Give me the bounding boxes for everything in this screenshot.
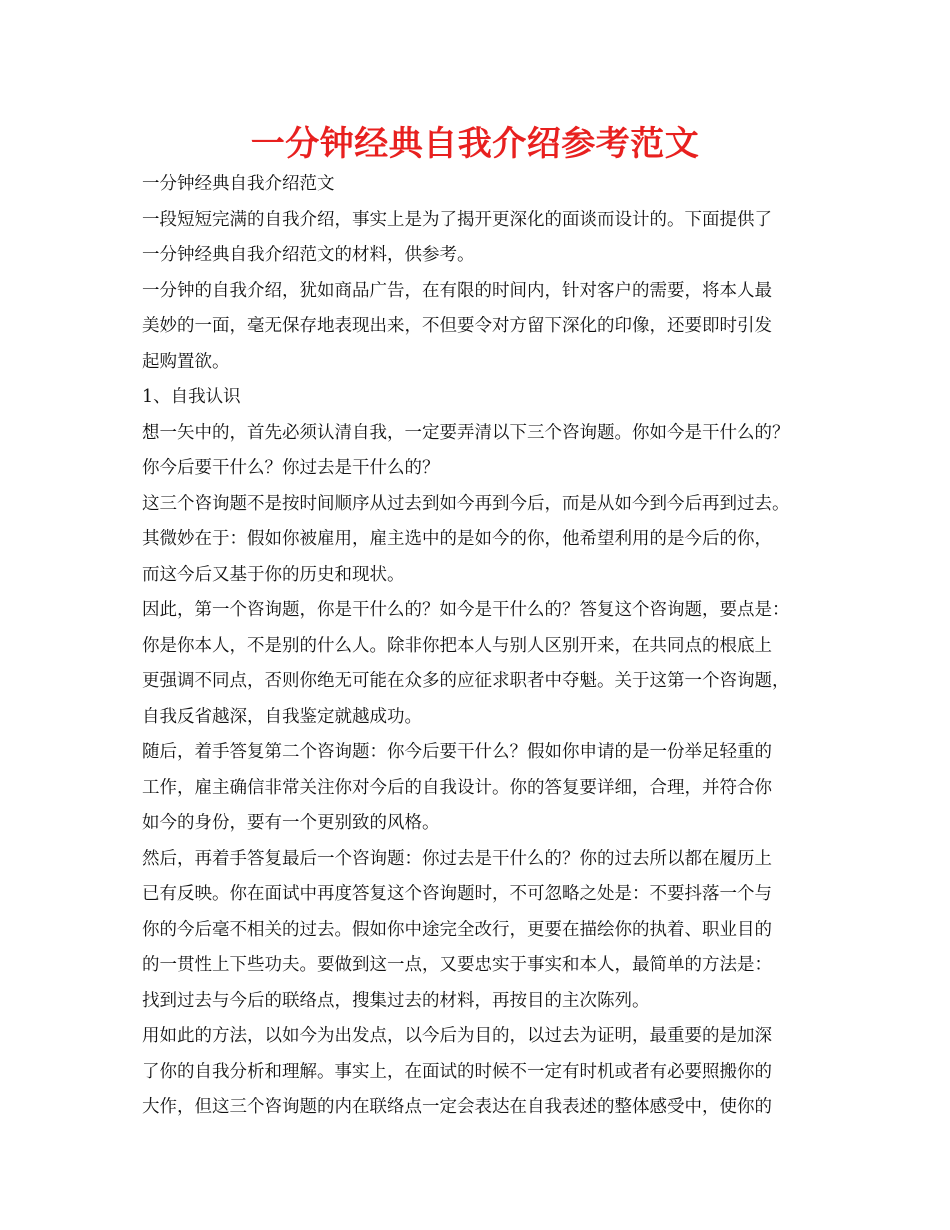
paragraph-question-order: 这三个咨询题不是按时间顺序从过去到如今再到今后，而是从如今到今后再到过去。 其微妙在于：假如你被雇用，雇主选中的是如今的你，他希望利用的是今后的你， 而这今后又基于你的历史和现状。 (142, 493, 790, 585)
section-heading-self-knowledge: 1、自我认识 (142, 387, 241, 407)
paragraph-three-questions: 想一矢中的，首先必须认清自我，一定要弄清以下三个咨询题。你如今是干什么的？ 你今后要干什么？你过去是干什么的？ (142, 422, 790, 478)
paragraph-last-question: 然后，再着手答复最后一个咨询题：你过去是干什么的？你的过去所以都在履历上 已有反映。你在面试中再度答复这个咨询题时，不可忽略之处是：不要抖落一个与 你的今后毫不相关的过去。假如你中途完全改行，更要在描绘你的执着、职业目的 的一贯性上下些功夫。要做到这一点，又要忠实于事实和本人，最简单的方法是： 找到过去与今后的联络点，搜集过去的材料，再按目的主次陈列。 (142, 848, 772, 1011)
paragraph-method: 用如此的方法，以如今为出发点，以今后为目的，以过去为证明，最重要的是加深 了你的自我分析和理解。事实上，在面试的时候不一定有时机或者有必要照搬你的 大作，但这三个咨询题的内在联络点一定会表达在自我表述的整体感受中，使你的 (142, 1026, 772, 1117)
paragraph-second-question: 随后，着手答复第二个咨询题：你今后要干什么？假如你申请的是一份举足轻重的 工作，雇主确信非常关注你对今后的自我设计。你的答复要详细，合理，并符合你 如今的身份，要有一个更别致的风格。 (142, 742, 772, 833)
paragraph-advertisement: 一分钟的自我介绍，犹如商品广告，在有限的时间内，针对客户的需要，将本人最 美妙的一面，毫无保存地表现出来，不但要令对方留下深化的印像，还要即时引发 起购置欲。 (142, 280, 772, 372)
paragraph-intro: 一段短短完满的自我介绍，事实上是为了揭开更深化的面谈而设计的。下面提供了 一分钟经典自我介绍范文的材料，供参考。 (142, 209, 772, 265)
document-body (142, 167, 832, 1126)
document-title: 一分钟经典自我介绍参考范文 (250, 124, 700, 164)
paragraph-first-question: 因此，第一个咨询题，你是干什么的？如今是干什么的？答复这个咨询题，要点是： 你是你本人，不是别的什么人。除非你把本人与别人区别开来，在共同点的根底上 更强调不同点，否则你绝无可能在众多的应征求职者中夺魁。关于这第一个咨询题， 自我反省越深，自我鉴定就越成功。 (142, 600, 790, 727)
paragraph-subtitle: 一分钟经典自我介绍范文 (142, 174, 335, 194)
